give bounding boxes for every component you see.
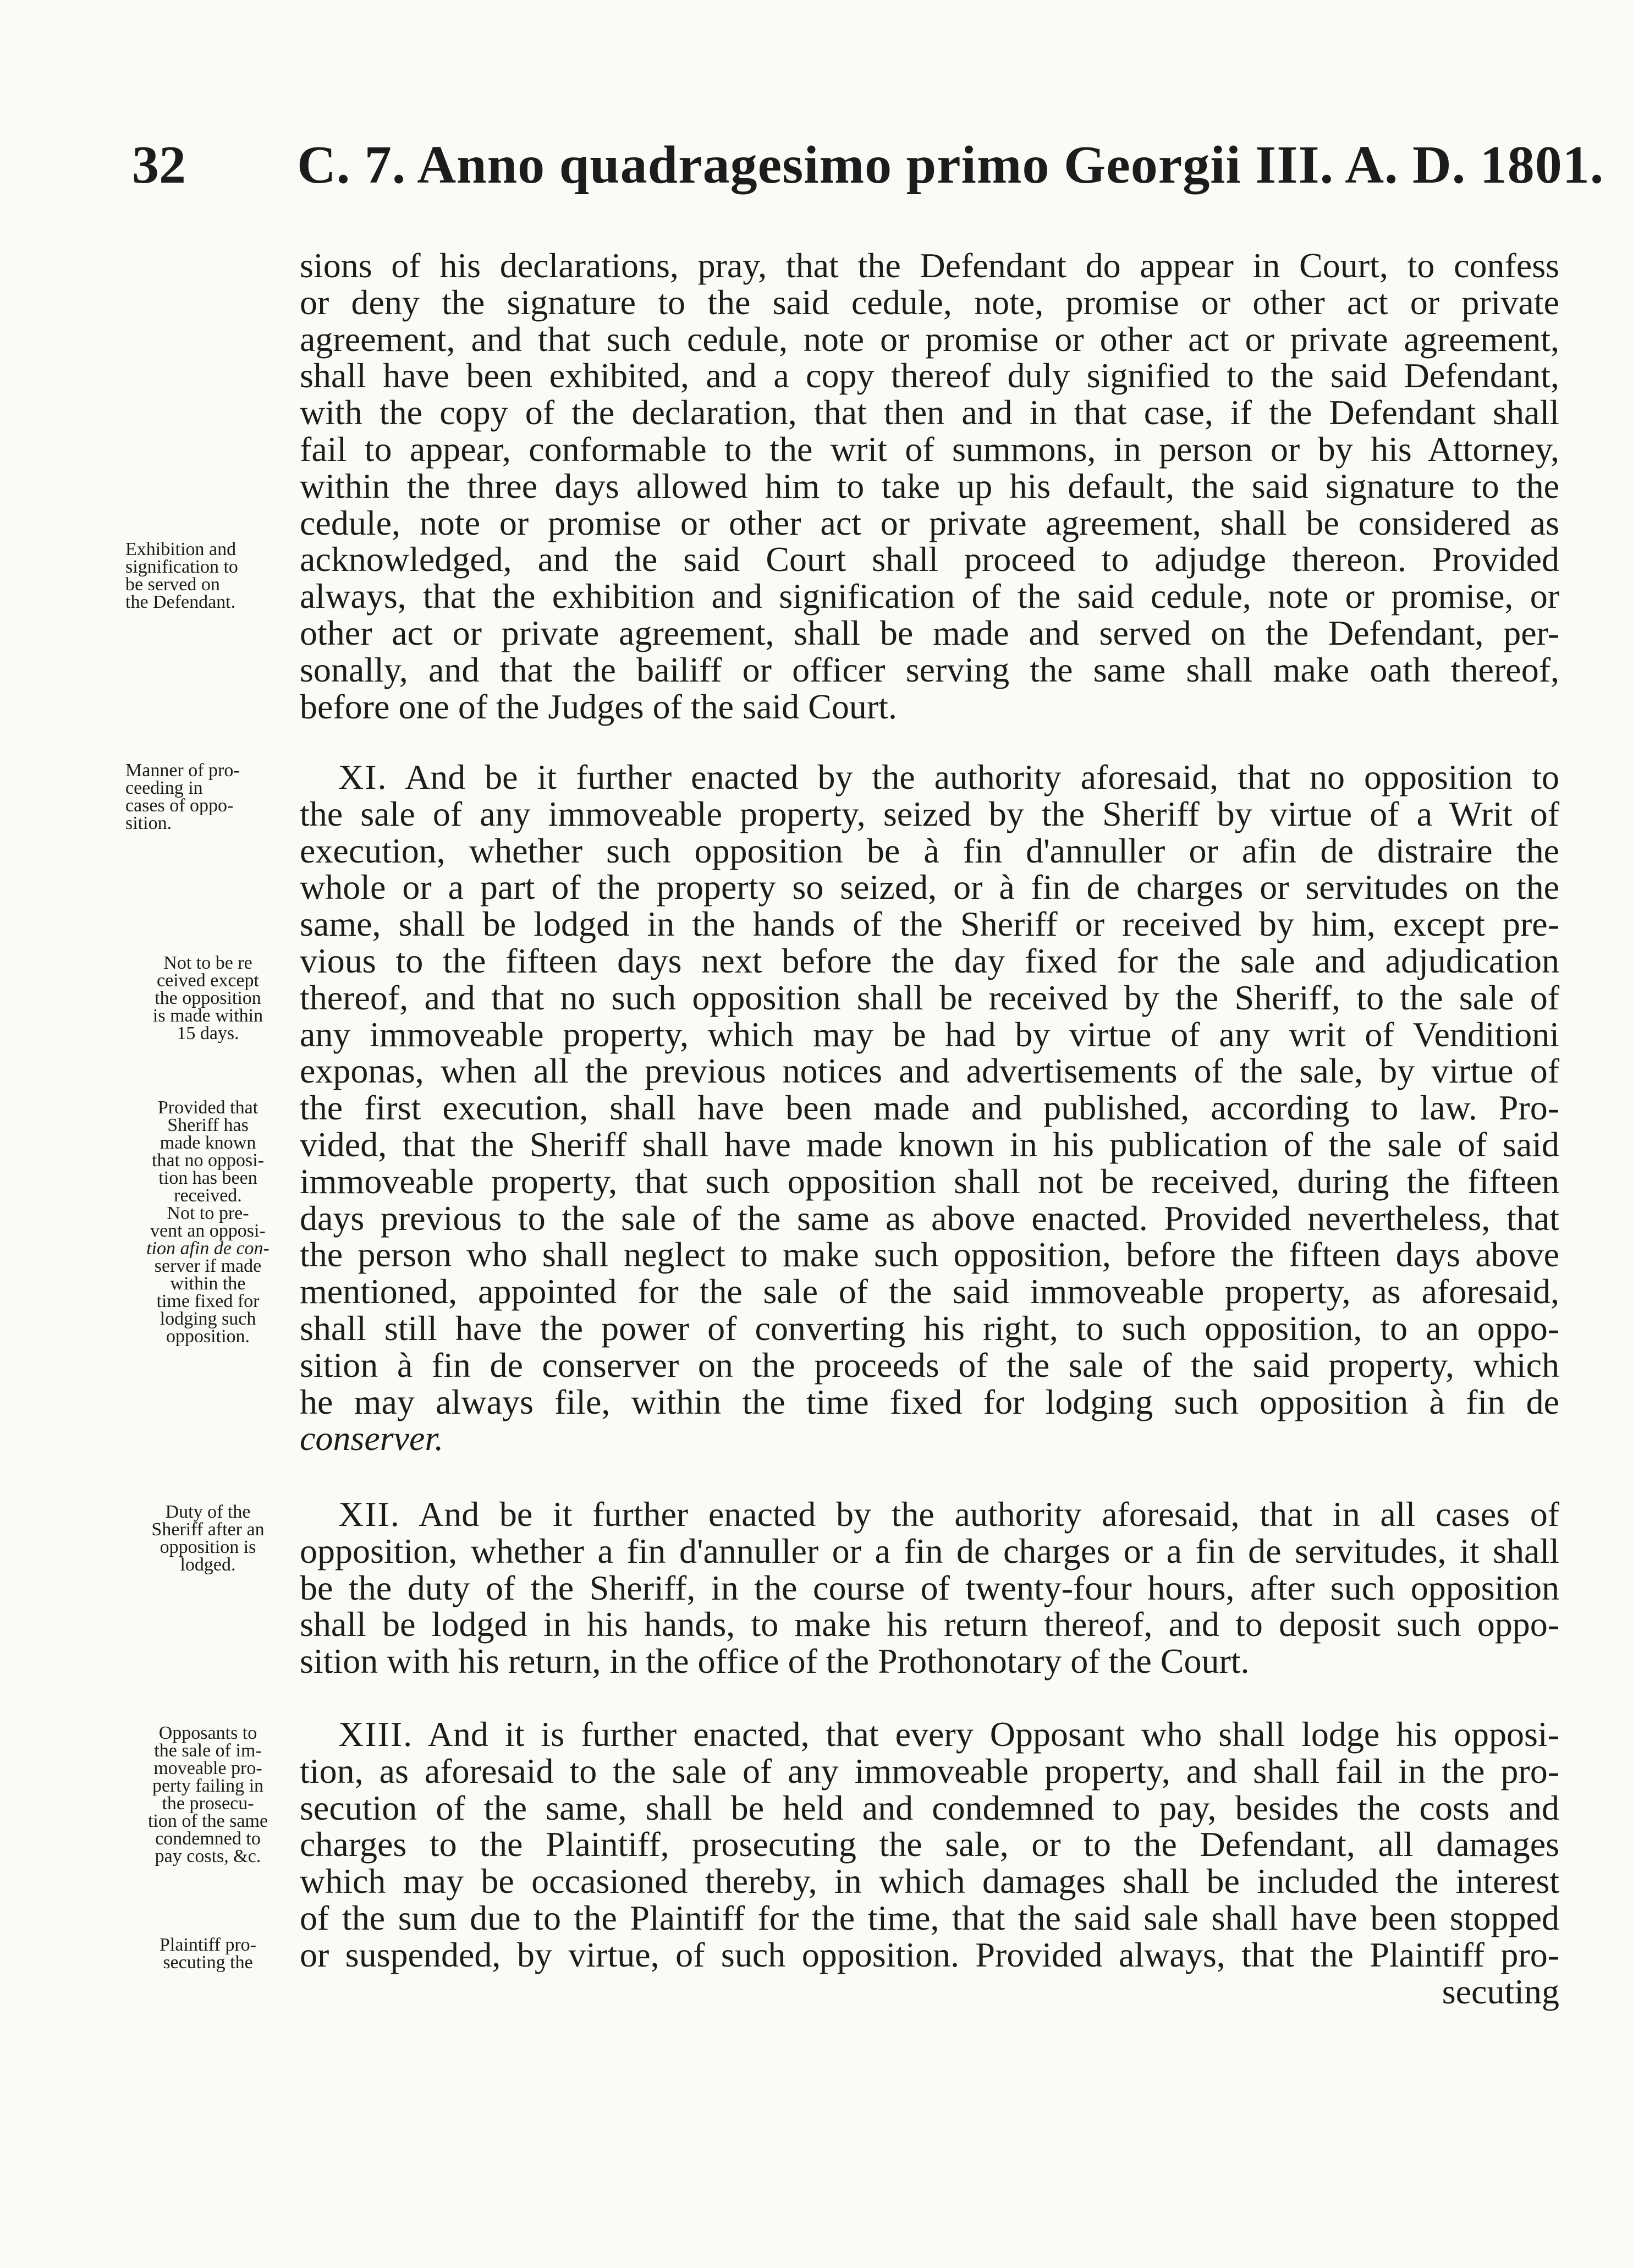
margin-note-opposants: Opposants to the sale of im- moveable pro- perty failing in the prosecu- tion of the same condemned to pay costs, &c. xyxy=(147,1723,268,1866)
section-xi: XI. And be it further enacted by the authority aforesaid, that no opposition to the sale of any immoveable property, seized by the Sheriff by virtue of a Writ of execution, whether such opposition be à fin d'annuller or afin de distraire the whole or a part of the property so seized, or à fin de charges or servitudes on the same, shall be lodged in the hands of the Sheriff or received by him, except pre- vious to the fifteen days next before the day fixed for the sale and adjudication thereof, and that no such opposition shall be received by the Sheriff, to the sale of any immoveable property, which may be had by virtue of any writ of Venditioni exponas, when all the previous notices and advertisements of the sale, by virtue of the first execution, shall have been made and published, according to law. Pro- vided, that the Sheriff shall have made known in his publication of the sale of said immoveable property, that such opposition shall not be received, during the fifteen days previous to the sale of the same as above enacted. Provided nevertheless, that the person who shall neglect to make such opposition, before the fifteen days above mentioned, appointed for the sale of the said immoveable property, as aforesaid, shall still have the power of converting his right, to such opposition, to an oppo- sition à fin de conserver on the proceeds of the sale of the said property, which he may always file, within the time fixed for lodging such opposition à fin de conserver. xyxy=(300,757,1560,1458)
catchword: secuting xyxy=(1442,1972,1559,2011)
margin-note-duty: Duty of the Sheriff after an opposition is lodged. xyxy=(151,1502,265,1575)
section-number: XI. xyxy=(338,757,388,797)
margin-note-not-received: Not to be re ceived except the opposition is made within 15 days. xyxy=(152,953,263,1044)
margin-note-not-prevent: Not to pre- vent an opposi- tion afin de con- server if made within the time fixed for lodging such opposition. xyxy=(146,1203,270,1347)
section-xii: XII. And be it further enacted by the authority aforesaid, that in all cases of opposition, whether a fin d'annuller or a fin de charges or a fin de servitudes, it shall be the duty of the Sheriff, in the course of twenty-four hours, after such opposition shall be lodged in his hands, to make his return thereof, and to deposit such oppo- sition with his return, in the office of the Prothonotary of the Court. xyxy=(300,1495,1560,1681)
margin-note-plaintiff: Plaintiff pro- secuting the xyxy=(160,1935,256,1973)
section-number: XIII. xyxy=(338,1715,414,1754)
section-xiii: XIII. And it is further enacted, that every Opposant who shall lodge his opposi- tion, as aforesaid to the sale of any immoveable property, and shall fail in the pro- secution of the same, shall be held and condemned to pay, besides the costs and charges to the Plaintiff, prosecuting the sale, or to the Defendant, all damages which may be occasioned thereby, in which damages shall be included the interest of the sum due to the Plaintiff for the time, that the said sale shall have been stopped or suspended, by virtue, of such opposition. Provided always, that the Plaintiff pro- secuting xyxy=(300,1715,1559,2011)
page-header xyxy=(132,127,1604,204)
margin-note-exhibition: Exhibition and signification to be served on the Defendant. xyxy=(125,539,238,612)
paragraph-continuation: sions of his declarations, pray, that the Defendant do appear in Court, to confess or deny the signature to the said cedule, note, promise or other act or private agreement, and that such cedule, note or promise or other act or private agreement, shall have been exhibited, and a copy thereof duly signified to the said Defendant, with the copy of the declaration, that then and in that case, if the Defendant shall fail to appear, conformable to the writ of summons, in person or by his Attorney, within the three days allowed him to take up his default, the said signature to the cedule, note or promise or other act or private agreement, shall be considered as acknowledged, and the said Court shall proceed to adjudge thereon. Provided always, that the exhibition and signification of the said cedule, note or promise, or other act or private agreement, shall be made and served on the Defendant, per- sonally, and that the bailiff or officer serving the same shall make oath thereof, before one of the Judges of the said Court. xyxy=(300,246,1559,726)
margin-note-provided: Provided that Sheriff has made known that no opposi- tion has been received. xyxy=(152,1097,264,1206)
running-head: C. 7. Anno quadragesimo primo Georgii III. A. D. 1801. xyxy=(297,135,1604,195)
margin-note-manner: Manner of pro- ceeding in cases of oppo- sition. xyxy=(125,760,240,833)
page-number: 32 xyxy=(132,135,186,195)
section-number: XII. xyxy=(338,1495,400,1534)
